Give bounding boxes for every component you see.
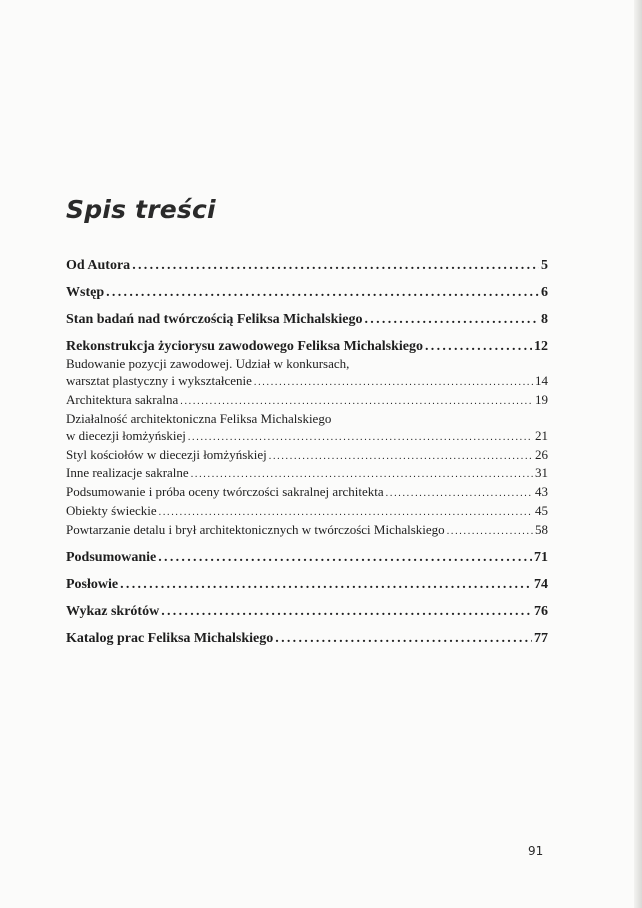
toc-page-number: 31 [535,465,548,481]
toc-page-number: 43 [535,484,548,500]
toc-subentry-label: Styl kościołów w diecezji łomżyńskiej [66,446,267,462]
toc-page-number: 76 [534,604,548,620]
toc-entry-label: Rekonstrukcja życiorysu zawodowego Feliksa Michalskiego [66,339,423,354]
toc-subentries [66,356,548,541]
toc-subentry-label: Działalność architektoniczna Feliksa Michalskiego [66,410,332,426]
toc-page-number: 14 [535,372,548,388]
toc-entry-label: Wstęp [66,285,105,300]
toc-page-number: 26 [535,446,548,462]
toc-subentry-obiekty [66,503,548,522]
toc-subentry-label: Podsumowanie i próba oceny twórczości sakralnej architekta [66,484,384,500]
leader-dots [159,503,533,522]
toc-subentry-label: Architektura sakralna [66,391,179,407]
leader-dots [447,522,533,541]
toc-subentry-label: w diecezji łomżyńskiej [66,427,186,443]
toc-subentry-dzialalnosc [66,428,548,447]
toc-subentry-styl [66,447,548,466]
toc-entry-poslowie [66,577,548,593]
leader-dots [425,339,532,355]
leader-dots [161,604,532,620]
toc-page-number: 6 [541,285,548,300]
toc-page-number: 77 [534,631,548,647]
toc-entry-podsumowanie [66,550,548,566]
table-of-contents [66,258,548,658]
leader-dots [188,428,533,447]
toc-entry-wstep [66,285,548,301]
toc-subentry-podsumowanie-proba [66,484,548,503]
leader-dots [269,447,533,466]
toc-entry-stan-badan [66,312,548,328]
toc-subentry-label: Powtarzanie detalu i brył architektonicznych w twórczości Michalskiego [66,522,445,538]
toc-entry-label: Wykaz skrótów [66,604,160,620]
toc-page-number: 21 [535,427,548,443]
toc-page-number: 19 [535,391,548,407]
toc-page-number: 12 [534,339,548,354]
page-number-footer: 91 [528,844,544,858]
toc-subentry-label: Obiekty świeckie [66,503,157,519]
toc-entry-label: Od Autora [66,258,131,273]
toc-page-number: 58 [535,522,548,538]
toc-entry-od-autora [66,258,548,274]
leader-dots [365,312,540,328]
leader-dots [254,373,533,392]
toc-entry-katalog [66,631,548,647]
toc-subentry-label: warsztat plastyczny i wykształcenie [66,372,252,388]
toc-subentry-label: Inne realizacje sakralne [66,465,189,481]
leader-dots [106,285,539,301]
leader-dots [180,392,533,411]
page-title: Spis treści [66,195,216,224]
toc-entry-label: Podsumowanie [66,550,157,566]
leader-dots [158,550,532,566]
leader-dots [275,631,532,647]
toc-entry-rekonstrukcja [66,339,548,355]
toc-page-number: 8 [541,312,548,327]
toc-subentry-label: Budowanie pozycji zawodowej. Udział w konkursach, [66,356,350,371]
toc-entry-wykaz-skrotow [66,604,548,620]
toc-subentry-architektura [66,392,548,411]
toc-entry-label: Stan badań nad twórczością Feliksa Michalskiego [66,312,363,327]
toc-page-number: 45 [535,503,548,519]
toc-entry-label: Posłowie [66,577,119,593]
toc-entry-label: Katalog prac Feliksa Michalskiego [66,631,274,647]
toc-subentry-powtarzanie [66,522,548,541]
toc-subentry-budowanie [66,373,548,392]
toc-page-number: 5 [541,258,548,273]
toc-page-number: 74 [534,577,548,593]
toc-page-number: 71 [534,550,548,566]
leader-dots [120,577,532,593]
leader-dots [132,258,539,274]
toc-subentry-inne [66,465,548,484]
leader-dots [386,484,533,503]
leader-dots [191,465,533,484]
